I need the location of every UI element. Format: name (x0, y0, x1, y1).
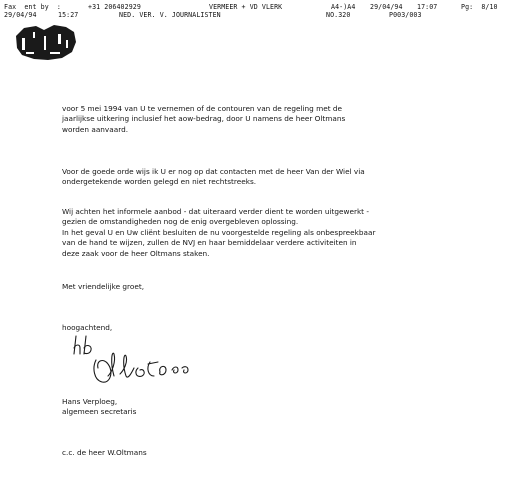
signer-block (62, 397, 136, 418)
fax-date: 29/04/94 (370, 3, 403, 11)
fax-sender-label: Fax ent by : (4, 3, 61, 11)
nvj-logo (14, 22, 78, 62)
paragraph-informal-offer: Wij achten het informele aanbod - dat uiteraard verder dient te worden uitgewerkt - gezien de omstandigheden nog de enig overgebleven oplossing. In het geval U en Uw cliënt besluiten de nu voorgestelde regeling als onbespreekbaar van de hand te wijzen, zullen de NVJ en haar bemiddelaar verdere activiteiten in deze zaak voor de heer Oltmans staken. (62, 207, 376, 258)
cc-line: c.c. de heer W.Oltmans (62, 448, 147, 457)
fax-date-2: 29/04/94 (4, 11, 37, 19)
fax-sender-name: VERMEER + VD VLERK (209, 3, 283, 11)
fax-time-2: 15:27 (58, 11, 79, 19)
handwritten-signature (62, 332, 222, 392)
fax-number: NO.320 (326, 11, 351, 19)
fax-phone-number: +31 206402929 (88, 3, 141, 11)
paragraph-reply-deadline: voor 5 mei 1994 van U te vernemen of de contouren van de regeling met de jaarlijkse uitkering inclusief het aow-bedrag, door U namens de heer Oltmans worden aanvaard. (62, 104, 346, 134)
fax-time: 17:07 (417, 3, 438, 11)
fax-route: A4-)A4 (331, 3, 356, 11)
closing-respectfully: hoogachtend, (62, 323, 113, 332)
signer-title: algemeen secretaris (62, 407, 137, 417)
fax-header-line-2 (4, 11, 522, 19)
paragraph-contacts: Voor de goede orde wijs ik U er nog op dat contacten met de heer Van der Wiel via ondergetekende worden gelegd en niet rechtstreeks. (62, 167, 365, 187)
fax-page-number: P003/003 (389, 11, 422, 19)
fax-organisation: NED. VER. V. JOURNALISTEN (119, 11, 221, 19)
closing-greeting: Met vriendelijke groet, (62, 282, 145, 291)
fax-page-count: Pg: 8/10 (461, 3, 498, 11)
signer-name: Hans Verploeg, (62, 397, 118, 406)
fax-header-line-1 (4, 3, 522, 11)
fax-header (4, 3, 522, 19)
